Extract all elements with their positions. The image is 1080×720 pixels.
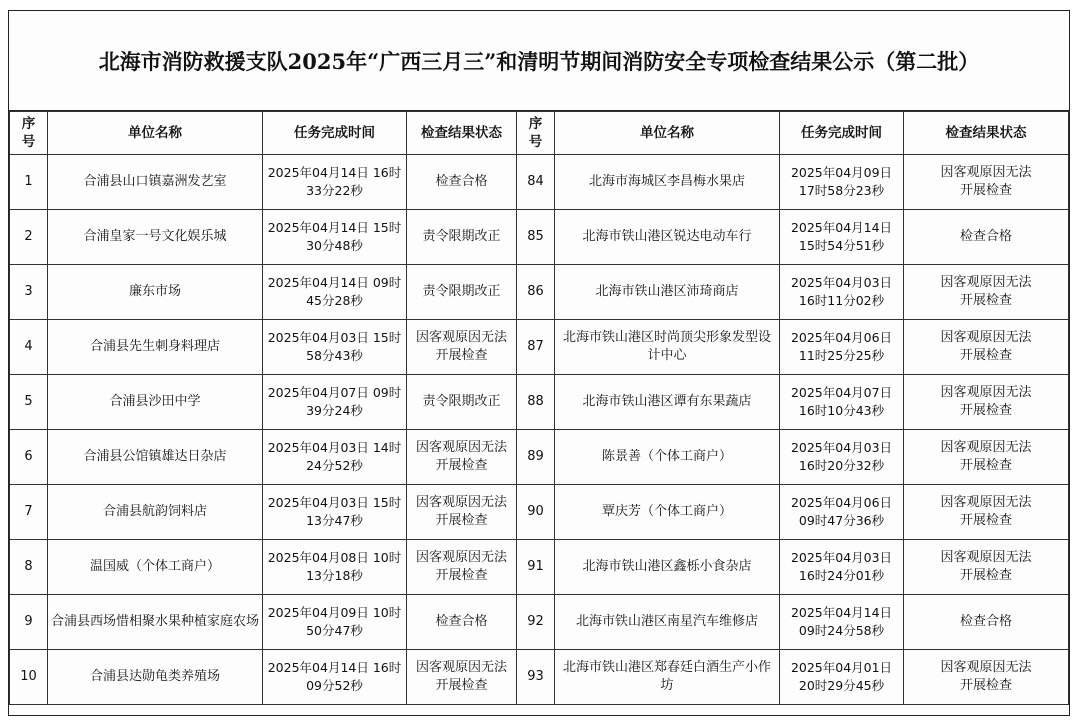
table-row: [10, 540, 1069, 595]
seq-cell: [517, 155, 555, 210]
seq-cell: [10, 540, 48, 595]
result-status-cell: [407, 155, 517, 210]
completion-time-line: 2025年04月07日: [790, 385, 893, 400]
result-status-line: 因客观原因无法: [415, 550, 507, 565]
result-status-cell: [407, 210, 517, 265]
seq-line: 93: [527, 669, 544, 684]
result-status-cell: [407, 430, 517, 485]
result-status-line: 责令限期改正: [422, 394, 501, 409]
unit-name-cell: [555, 210, 780, 265]
unit-name-line: 廉东市场: [128, 284, 181, 299]
result-status-line: 检查合格: [435, 614, 488, 629]
seq-line: 2: [24, 229, 33, 244]
result-status-cell: [904, 485, 1069, 540]
unit-name-cell: [555, 430, 780, 485]
completion-time-line: 2025年04月03日 15时: [267, 330, 402, 345]
table-row: [10, 155, 1069, 210]
completion-time-line: 16时20分32秒: [798, 458, 885, 473]
result-status-line: 开展检查: [959, 348, 1012, 363]
completion-time-line: 2025年04月03日 14时: [267, 440, 402, 455]
completion-time-cell: [780, 430, 904, 485]
result-status-line: 检查合格: [959, 229, 1012, 244]
unit-name-cell: [48, 375, 263, 430]
seq-line: 86: [527, 284, 544, 299]
result-status-line: 开展检查: [435, 513, 488, 528]
completion-time-line: 16时24分01秒: [798, 568, 885, 583]
seq-cell: [517, 320, 555, 375]
completion-time-line: 50分47秒: [306, 623, 363, 638]
header-status-right: 检查结果状态: [904, 112, 1069, 155]
unit-name-line: 北海市铁山港区谭有东果蔬店: [582, 394, 752, 409]
completion-time-cell: [263, 210, 407, 265]
unit-name-line: 合浦县达勋龟类养殖场: [89, 669, 220, 684]
results-table: [9, 111, 1069, 705]
seq-cell: [10, 155, 48, 210]
seq-line: 5: [24, 394, 33, 409]
seq-cell: [10, 650, 48, 705]
table-row: [10, 320, 1069, 375]
completion-time-cell: [263, 320, 407, 375]
completion-time-line: 24分52秒: [306, 458, 363, 473]
seq-cell: [10, 265, 48, 320]
completion-time-line: 20时29分45秒: [798, 678, 885, 693]
header-time-right: 任务完成时间: [780, 112, 904, 155]
seq-line: 6: [24, 449, 33, 464]
completion-time-line: 11时25分25秒: [798, 348, 885, 363]
result-status-line: 因客观原因无法: [940, 550, 1032, 565]
unit-name-line: 北海市铁山港区鑫栎小食杂店: [582, 559, 752, 574]
result-status-line: 检查合格: [959, 614, 1012, 629]
completion-time-cell: [780, 210, 904, 265]
completion-time-line: 2025年04月03日 15时: [267, 495, 402, 510]
unit-name-cell: [555, 265, 780, 320]
seq-line: 87: [527, 339, 544, 354]
seq-cell: [517, 430, 555, 485]
completion-time-line: 2025年04月14日: [790, 220, 893, 235]
unit-name-cell: [555, 540, 780, 595]
result-status-cell: [904, 210, 1069, 265]
completion-time-line: 2025年04月01日: [790, 660, 893, 675]
completion-time-line: 2025年04月06日: [790, 495, 893, 510]
seq-line: 85: [527, 229, 544, 244]
page-title: 北海市消防救援支队2025年“广西三月三”和清明节期间消防安全专项检查结果公示（第二批）: [9, 11, 1069, 111]
seq-cell: [10, 375, 48, 430]
table-row: [10, 375, 1069, 430]
result-status-line: 开展检查: [435, 348, 488, 363]
unit-name-line: 陈景善（个体工商户）: [601, 449, 732, 464]
unit-name-cell: [48, 320, 263, 375]
seq-cell: [517, 650, 555, 705]
result-status-cell: [407, 650, 517, 705]
header-seq-left: 序 号: [10, 112, 48, 155]
unit-name-line: 北海市铁山港区南星汽车维修店: [575, 614, 758, 629]
seq-line: 90: [527, 504, 544, 519]
result-status-line: 开展检查: [959, 183, 1012, 198]
completion-time-cell: [780, 265, 904, 320]
result-status-line: 因客观原因无法: [940, 165, 1032, 180]
completion-time-line: 2025年04月03日: [790, 550, 893, 565]
seq-line: 4: [24, 339, 33, 354]
result-status-line: 因客观原因无法: [940, 440, 1032, 455]
completion-time-line: 17时58分23秒: [798, 183, 885, 198]
completion-time-line: 58分43秒: [306, 348, 363, 363]
unit-name-line: 合浦县山口镇嘉洲发艺室: [83, 174, 227, 189]
result-status-line: 责令限期改正: [422, 284, 501, 299]
result-status-line: 责令限期改正: [422, 229, 501, 244]
unit-name-line: 合浦皇家一号文化娱乐城: [83, 229, 227, 244]
completion-time-cell: [780, 485, 904, 540]
unit-name-cell: [555, 650, 780, 705]
seq-cell: [517, 540, 555, 595]
seq-cell: [517, 210, 555, 265]
result-status-line: 开展检查: [435, 568, 488, 583]
seq-line: 91: [527, 559, 544, 574]
unit-name-line: 合浦县沙田中学: [109, 394, 201, 409]
seq-line: 88: [527, 394, 544, 409]
seq-line: 3: [24, 284, 33, 299]
completion-time-line: 09时24分58秒: [798, 623, 885, 638]
completion-time-cell: [780, 595, 904, 650]
unit-name-line: 覃庆芳（个体工商户）: [601, 504, 732, 519]
completion-time-line: 13分18秒: [306, 568, 363, 583]
table-row: [10, 210, 1069, 265]
unit-name-cell: [48, 430, 263, 485]
completion-time-line: 13分47秒: [306, 513, 363, 528]
result-status-cell: [407, 375, 517, 430]
unit-name-line: 北海市海城区李昌梅水果店: [588, 174, 745, 189]
completion-time-line: 2025年04月06日: [790, 330, 893, 345]
unit-name-line: 合浦县先生刺身料理店: [89, 339, 220, 354]
completion-time-line: 2025年04月14日: [790, 605, 893, 620]
completion-time-line: 2025年04月14日 16时: [267, 660, 402, 675]
result-status-line: 因客观原因无法: [940, 495, 1032, 510]
result-status-line: 因客观原因无法: [940, 660, 1032, 675]
seq-cell: [10, 320, 48, 375]
seq-line: 10: [20, 669, 37, 684]
seq-cell: [10, 485, 48, 540]
completion-time-line: 2025年04月03日: [790, 440, 893, 455]
unit-name-cell: [48, 210, 263, 265]
table-row: [10, 485, 1069, 540]
header-name-left: 单位名称: [48, 112, 263, 155]
unit-name-line: 北海市铁山港区时尚顶尖形象发型设计中心: [562, 330, 771, 363]
unit-name-line: 温国威（个体工商户）: [89, 559, 220, 574]
seq-line: 84: [527, 174, 544, 189]
result-status-line: 开展检查: [435, 458, 488, 473]
completion-time-cell: [780, 650, 904, 705]
unit-name-cell: [48, 540, 263, 595]
completion-time-cell: [263, 540, 407, 595]
unit-name-cell: [48, 595, 263, 650]
completion-time-cell: [263, 265, 407, 320]
completion-time-cell: [263, 595, 407, 650]
header-name-right: 单位名称: [555, 112, 780, 155]
seq-cell: [517, 485, 555, 540]
seq-cell: [517, 375, 555, 430]
result-status-line: 开展检查: [959, 568, 1012, 583]
unit-name-cell: [555, 155, 780, 210]
completion-time-line: 2025年04月14日 16时: [267, 165, 402, 180]
result-status-cell: [904, 320, 1069, 375]
unit-name-line: 北海市铁山港区锐达电动车行: [582, 229, 752, 244]
unit-name-cell: [555, 375, 780, 430]
result-status-line: 因客观原因无法: [415, 495, 507, 510]
seq-line: 92: [527, 614, 544, 629]
completion-time-line: 16时10分43秒: [798, 403, 885, 418]
result-status-line: 因客观原因无法: [415, 660, 507, 675]
result-status-cell: [407, 540, 517, 595]
completion-time-line: 2025年04月09日 10时: [267, 605, 402, 620]
seq-line: 8: [24, 559, 33, 574]
header-status-left: 检查结果状态: [407, 112, 517, 155]
completion-time-cell: [780, 375, 904, 430]
result-status-line: 因客观原因无法: [415, 440, 507, 455]
completion-time-line: 2025年04月14日 15时: [267, 220, 402, 235]
result-status-cell: [904, 375, 1069, 430]
completion-time-cell: [263, 375, 407, 430]
unit-name-cell: [555, 320, 780, 375]
completion-time-line: 2025年04月07日 09时: [267, 385, 402, 400]
result-status-line: 因客观原因无法: [940, 330, 1032, 345]
seq-cell: [10, 595, 48, 650]
result-status-cell: [904, 155, 1069, 210]
result-status-line: 因客观原因无法: [940, 275, 1032, 290]
completion-time-line: 33分22秒: [306, 183, 363, 198]
header-row: [10, 112, 1069, 155]
unit-name-line: 北海市铁山港区郑春廷白酒生产小作坊: [562, 660, 771, 693]
completion-time-line: 15时54分51秒: [798, 238, 885, 253]
result-status-line: 开展检查: [959, 678, 1012, 693]
result-status-line: 开展检查: [959, 293, 1012, 308]
completion-time-line: 2025年04月03日: [790, 275, 893, 290]
result-status-cell: [904, 595, 1069, 650]
seq-cell: [517, 595, 555, 650]
result-status-line: 因客观原因无法: [415, 330, 507, 345]
completion-time-cell: [780, 320, 904, 375]
results-sheet: [8, 10, 1070, 716]
completion-time-line: 30分48秒: [306, 238, 363, 253]
completion-time-line: 09分52秒: [306, 678, 363, 693]
seq-line: 7: [24, 504, 33, 519]
header-seq-right: 序 号: [517, 112, 555, 155]
result-status-line: 开展检查: [959, 513, 1012, 528]
unit-name-cell: [48, 650, 263, 705]
result-status-cell: [407, 320, 517, 375]
seq-line: 1: [24, 174, 33, 189]
completion-time-cell: [263, 155, 407, 210]
result-status-line: 开展检查: [959, 458, 1012, 473]
completion-time-line: 39分24秒: [306, 403, 363, 418]
unit-name-cell: [555, 595, 780, 650]
result-status-cell: [904, 650, 1069, 705]
result-status-cell: [904, 540, 1069, 595]
unit-name-cell: [48, 155, 263, 210]
header-time-left: 任务完成时间: [263, 112, 407, 155]
table-row: [10, 595, 1069, 650]
completion-time-line: 16时11分02秒: [798, 293, 885, 308]
table-row: [10, 650, 1069, 705]
unit-name-line: 合浦县航韵饲料店: [102, 504, 207, 519]
unit-name-cell: [48, 485, 263, 540]
seq-cell: [517, 265, 555, 320]
seq-cell: [10, 430, 48, 485]
unit-name-line: 合浦县西场惜相聚水果种植家庭农场: [51, 614, 260, 629]
result-status-line: 开展检查: [959, 403, 1012, 418]
seq-line: 9: [24, 614, 33, 629]
completion-time-cell: [780, 155, 904, 210]
unit-name-line: 北海市铁山港区沛琦商店: [595, 284, 739, 299]
seq-cell: [10, 210, 48, 265]
completion-time-cell: [780, 540, 904, 595]
unit-name-cell: [555, 485, 780, 540]
result-status-cell: [407, 265, 517, 320]
result-status-cell: [904, 430, 1069, 485]
completion-time-cell: [263, 430, 407, 485]
unit-name-cell: [48, 265, 263, 320]
completion-time-line: 09时47分36秒: [798, 513, 885, 528]
table-row: [10, 430, 1069, 485]
completion-time-cell: [263, 485, 407, 540]
table-row: [10, 265, 1069, 320]
result-status-line: 因客观原因无法: [940, 385, 1032, 400]
result-status-cell: [904, 265, 1069, 320]
result-status-line: 开展检查: [435, 678, 488, 693]
unit-name-line: 合浦县公馆镇雄达日杂店: [83, 449, 227, 464]
result-status-cell: [407, 595, 517, 650]
completion-time-cell: [263, 650, 407, 705]
result-status-line: 检查合格: [435, 174, 488, 189]
result-status-cell: [407, 485, 517, 540]
completion-time-line: 2025年04月09日: [790, 165, 893, 180]
completion-time-line: 45分28秒: [306, 293, 363, 308]
completion-time-line: 2025年04月14日 09时: [267, 275, 402, 290]
seq-line: 89: [527, 449, 544, 464]
completion-time-line: 2025年04月08日 10时: [267, 550, 402, 565]
